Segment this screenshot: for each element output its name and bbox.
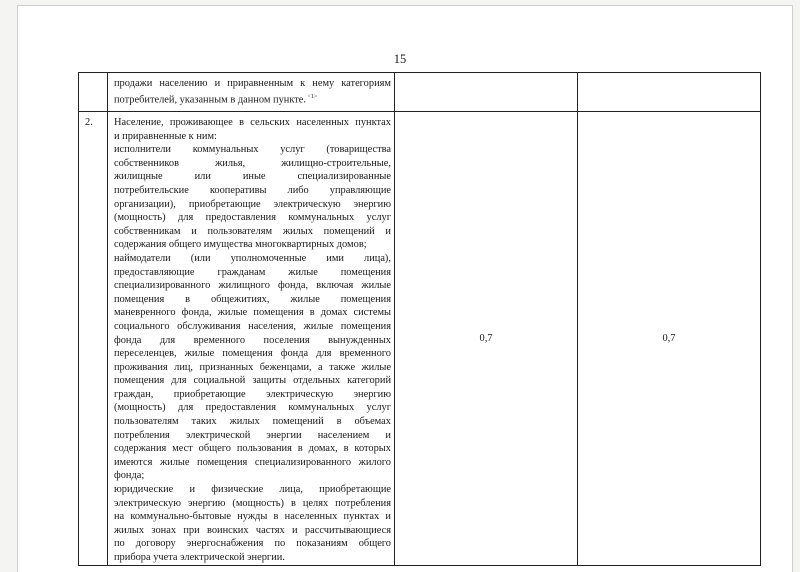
text-line: специализированного жилищного фонда, включая жилые [114,280,391,292]
text-line: жилищные или иные специализированные [114,171,391,183]
text-line: и приравненные к ним: [114,130,217,142]
text-line: на коммунально-бытовые нужды в населенных пунктах и [114,511,391,523]
text-line: потребителей, указанным в данном пункте. $^{<1>}$ [114,93,318,106]
text-line: по договору энергоснабжения по показаниям общего [114,538,391,550]
tariff-table [78,72,761,566]
row-description-cell [108,112,395,566]
text-line: пользователям таких жилых помещений в объемах [114,416,391,428]
text-line: электрическую энергию (мощность) в целях потребления [114,497,391,509]
footnote-marker: <1> [306,93,318,100]
row-description-cell [108,73,395,112]
text-line: продажи населению и приравненным к нему категориям [114,78,391,89]
text-line: организации), приобретающие электрическую энергию [114,198,391,210]
text-line: граждан, приобретающие электрическую энергию [114,388,391,400]
text-line: содержания мест общего пользования в домах, в которых [114,443,391,455]
row-number-cell [79,73,108,112]
value-cell-2 [578,73,761,112]
text-line: проживания лиц, признанных беженцами, а также жилые [114,361,391,373]
text-line: исполнители коммунальных услуг (товарищества [114,144,391,156]
text-line: наймодатели (или уполномоченные ими лица), [114,252,391,264]
row-description-text [114,116,391,565]
text-line: собственникам и пользователям жилых помещений и [114,225,391,237]
text-line: социального обслуживания населения, жилые помещения [114,320,391,332]
row-description-text [114,77,391,107]
text-line: фонда; [114,470,145,482]
text-line: помещения в общежитиях, жилые помещения [114,293,391,305]
page-number: 15 [393,52,407,66]
text-line: потребительские кооперативы либо управляющие [114,184,391,196]
table-row [79,73,761,112]
text-line: юридические и физические лица, приобретающие [114,484,391,496]
text-line: потребления электрической энергии населением и [114,429,391,441]
text-line: жилых зонах при воинских частях и рассчитывающиеся [114,524,391,536]
table-row [79,112,761,566]
value-cell-2: 0,7 [578,112,761,566]
text-line: предоставляющие гражданам жилые помещения [114,266,391,278]
value-cell-1: 0,7 [395,112,578,566]
text-line: собственников жилья, жилищно-строительные, [114,157,391,169]
text-line: помещения для социальной защиты отдельных категорий [114,375,391,387]
text-line: переселенцев, жилые помещения фонда для временного [114,348,391,360]
row-number-cell: 2. [79,112,108,566]
text-line: прибора учета электрической энергии. [114,552,285,563]
text-line: (мощность) для предоставления коммунальных услуг [114,402,391,414]
text-line: маневренного фонда, жилые помещения в домах системы [114,307,391,319]
text-line: (мощность) для предоставления коммунальных услуг [114,212,391,224]
text-line: имеются жилые помещения специализированного жилого [114,456,391,468]
text-line: содержания общего имущества многоквартирных домов; [114,239,367,251]
text-line: Население, проживающее в сельских населенных пунктах [114,117,391,128]
text-line: фонда для временного поселения вынужденных [114,334,391,346]
value-cell-1 [395,73,578,112]
